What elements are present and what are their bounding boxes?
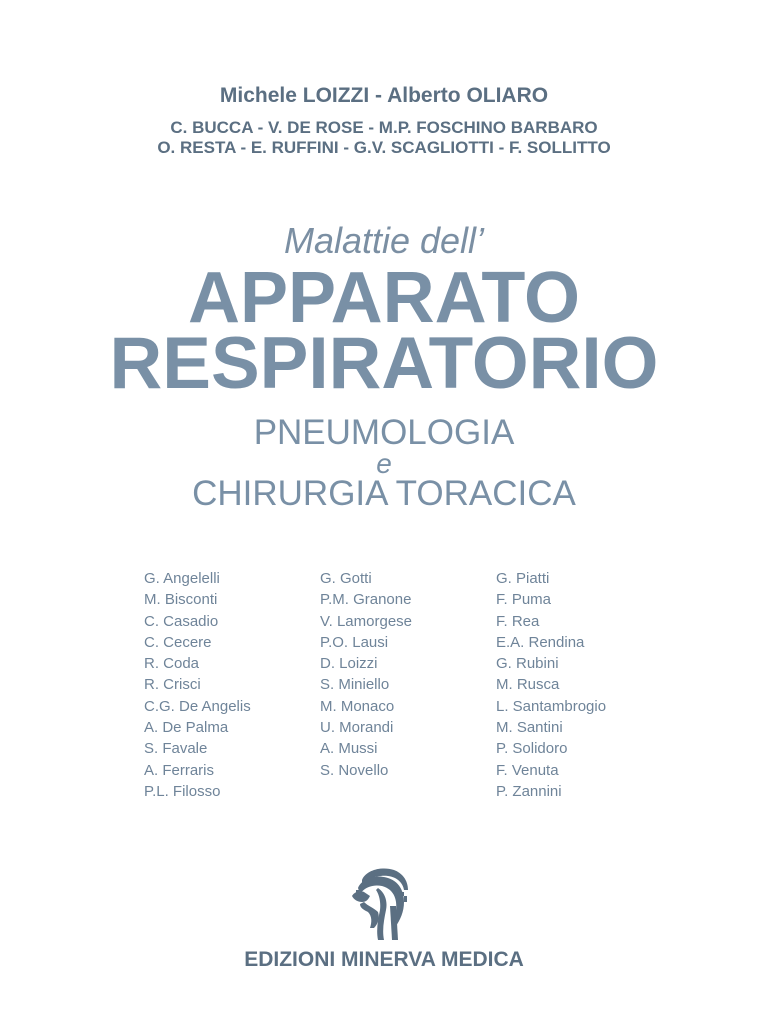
contributor: E.A. Rendina (496, 633, 585, 651)
contributor: M. Rusca (496, 676, 560, 694)
contributor: P.O. Lausi (320, 633, 389, 651)
contributor: D. Loizzi (320, 655, 378, 673)
contributor: L. Santambrogio (496, 697, 607, 715)
contributor: M. Bisconti (144, 591, 218, 609)
contributor: G. Gotti (320, 570, 372, 587)
contributor: C.G. De Angelis (144, 697, 251, 715)
title-prefix: Malattie dell’ (283, 220, 485, 261)
contributor: P.L. Filosso (144, 782, 221, 800)
contributor: P. Zannini (496, 782, 562, 800)
contributors-column-1 (144, 568, 251, 802)
contributor: P.M. Granone (320, 591, 412, 609)
contributor: S. Favale (144, 740, 208, 758)
contributor: R. Crisci (144, 676, 201, 694)
subtitle-line-2: CHIRURGIA TORACICA (192, 474, 576, 513)
subtitle-conjunction: e (376, 448, 392, 479)
main-authors: Michele LOIZZI - Alberto OLIARO (219, 84, 549, 107)
contributors-column-3 (496, 568, 606, 802)
contributor: R. Coda (144, 655, 200, 673)
contributor: C. Cecere (144, 633, 212, 651)
title-line-2: RESPIRATORIO (109, 323, 659, 404)
contributor: G. Angelelli (144, 570, 220, 587)
contributors-column-2 (320, 568, 412, 781)
contributor: V. Lamorgese (320, 612, 413, 630)
contributor: S. Miniello (320, 676, 390, 694)
publisher-name: EDIZIONI MINERVA MEDICA (244, 948, 524, 971)
co-authors-line-2: O. RESTA - E. RUFFINI - G.V. SCAGLIOTTI - F. SOLLITTO (157, 138, 611, 157)
contributor: G. Piatti (496, 570, 550, 587)
contributor: U. Morandi (320, 719, 394, 737)
contributor: F. Puma (496, 591, 552, 609)
title-line-1: APPARATO (187, 258, 581, 338)
contributor: G. Rubini (496, 655, 559, 673)
contributor: A. Ferraris (144, 761, 215, 779)
contributor: S. Novello (320, 761, 389, 779)
contributor: P. Solidoro (496, 740, 568, 758)
co-authors-line-1: C. BUCCA - V. DE ROSE - M.P. FOSCHINO BARBARO (170, 118, 598, 137)
contributor: A. Mussi (320, 740, 378, 758)
contributor: A. De Palma (144, 719, 229, 737)
minerva-helmet-icon (348, 866, 414, 942)
contributor: M. Monaco (320, 697, 395, 715)
subtitle-line-1: PNEUMOLOGIA (253, 413, 515, 452)
contributor: F. Venuta (496, 761, 559, 779)
co-authors (0, 118, 768, 158)
contributor: C. Casadio (144, 612, 219, 630)
contributor: M. Santini (496, 719, 563, 737)
contributor: F. Rea (496, 612, 540, 630)
